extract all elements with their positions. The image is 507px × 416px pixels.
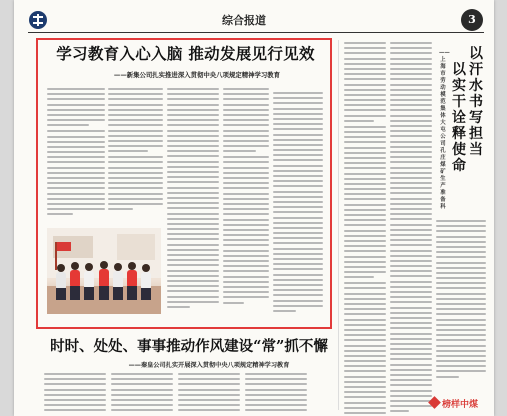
second-body-column-3: [178, 373, 240, 415]
second-body-column-1: [44, 373, 106, 415]
newspaper-page: [14, 0, 494, 416]
second-headline: 时时、处处、事事推动作风建设“常”抓不懈: [50, 338, 328, 355]
china-coal-logo-icon: [28, 10, 48, 30]
right-body-column-2: [390, 42, 432, 416]
second-body-column-4: [245, 373, 307, 415]
group-photo-illustration: [47, 228, 161, 314]
right-headline-col2: 以实干诠释使命: [452, 62, 466, 174]
main-body-column-1: [47, 88, 105, 219]
second-subheadline: ——秦皇公司扎实开展深入贯彻中央八项规定精神学习教育: [128, 362, 290, 369]
masthead-rule: [28, 32, 484, 33]
group-photo: [47, 228, 161, 314]
masthead: [14, 6, 494, 34]
main-body-column-2: [108, 88, 163, 213]
brand-tag: 榜样中煤: [442, 400, 479, 410]
column-divider: [338, 40, 339, 410]
section-title: 综合报道: [222, 14, 266, 27]
main-headline: 学习教育入心入脑 推动发展见行见效: [56, 44, 315, 63]
main-subheadline: ——新集公司扎实推进深入贯彻中央八项规定精神学习教育: [113, 71, 281, 79]
second-body-column-2: [111, 373, 173, 415]
right-body-column-3: [436, 220, 486, 381]
main-body-column-4: [223, 88, 269, 307]
right-body-column-1: [344, 42, 386, 416]
right-headline-col1: 以汗水书写担当: [469, 46, 483, 158]
main-body-column-5: [273, 88, 323, 315]
right-subheadline: ——上海市劳动模范集体大屯公司孔庄煤矿生产准备科: [439, 50, 450, 210]
page-number-badge: 3: [461, 9, 483, 31]
main-body-column-3: [167, 88, 219, 311]
